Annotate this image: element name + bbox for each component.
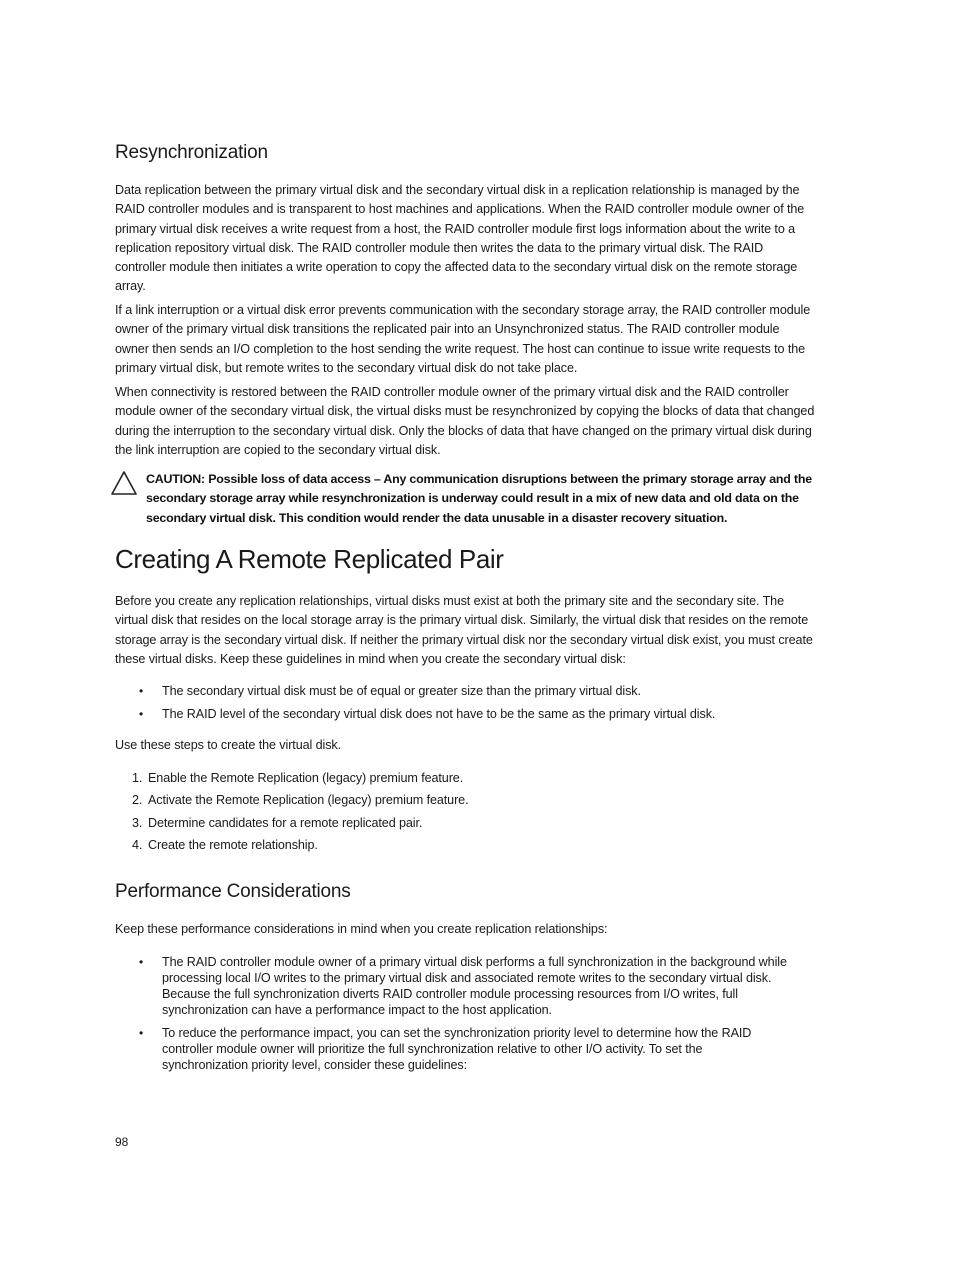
bullet-marker: • (139, 707, 144, 721)
section-heading-creating-remote-replicated-pair: Creating A Remote Replicated Pair (115, 544, 504, 574)
performance-intro: Keep these performance considerations in mind when you create replication relationships: (115, 922, 608, 936)
step-number: 3. (132, 816, 143, 830)
step-text: Activate the Remote Replication (legacy) premium feature. (148, 793, 469, 807)
bullet-marker: • (139, 955, 144, 969)
resync-paragraph-2: If a link interruption or a virtual disk error prevents communication with the secondary storage array, the RAID controller module owner of the primary virtual disk transitions the replicated pair into an Unsynchronized status. The RAID controller module owner then sends an I/O completion to the host sending the write request. The host can continue to issue write requests to the primary virtual disk, but remote writes to the secondary virtual disk do not take place. (115, 303, 811, 375)
bullet-text: The RAID level of the secondary virtual disk does not have to be the same as the primary virtual disk. (162, 707, 716, 721)
bullet-text: To reduce the performance impact, you can set the synchronization priority level to determine how the RAID controller module owner will prioritize the full synchronization relative to other I/O activity. To set the synchronization priority level, consider these guidelines: (162, 1026, 752, 1072)
bullet-marker: • (139, 684, 144, 698)
list-item (132, 792, 812, 808)
caution-note: CAUTION: Possible loss of data access – Any communication disruptions between the primary storage array and the secondary storage array while resynchronization is underway could result in a mix of new data and old data on the secondary virtual disk. This condition would render the data unusable in a disaster recovery situation. (146, 472, 812, 525)
list-item (132, 815, 812, 831)
resync-paragraph-3: When connectivity is restored between the RAID controller module owner of the primary virtual disk and the RAID controller module owner of the secondary virtual disk, the virtual disks must be resynchronized by copying the blocks of data that changed during the interruption to the secondary virtual disk. Only the blocks of data that have changed on the primary virtual disk during the link interruption are copied to the secondary virtual disk. (115, 385, 815, 457)
list-item (132, 770, 812, 786)
step-text: Create the remote relationship. (148, 838, 318, 852)
bullet-text: The secondary virtual disk must be of equal or greater size than the primary virtual disk. (162, 684, 641, 698)
section-heading-resynchronization: Resynchronization (115, 142, 268, 163)
steps-intro: Use these steps to create the virtual disk. (115, 738, 341, 752)
list-item (132, 837, 812, 853)
step-number: 4. (132, 838, 143, 852)
bullet-marker: • (139, 1026, 144, 1040)
step-number: 2. (132, 793, 143, 807)
bullet-text: The RAID controller module owner of a primary virtual disk performs a full synchronization in the background while processing local I/O writes to the primary virtual disk and associated remote writes to the secondary virtual disk. Because the full synchronization diverts RAID controller module processing resources from I/O writes, full synchronization can have a performance impact to the host application. (162, 955, 787, 1017)
step-text: Enable the Remote Replication (legacy) premium feature. (148, 771, 464, 785)
resync-paragraph-1: Data replication between the primary virtual disk and the secondary virtual disk in a replication relationship is managed by the RAID controller modules and is transparent to host machines and applications. When the RAID controller module owner of the primary virtual disk receives a write request from a host, the RAID controller module first logs information about the write to a replication repository virtual disk. The RAID controller module then writes the data to the primary virtual disk. The RAID controller module then initiates a write operation to copy the affected data to the secondary virtual disk on the remote storage array. (115, 183, 805, 294)
page-number: 98 (115, 1135, 129, 1149)
creating-intro-paragraph: Before you create any replication relationships, virtual disks must exist at both the primary site and the secondary site. The virtual disk that resides on the local storage array is the primary virtual disk. Similarly, the virtual disk that resides on the remote storage array is the secondary virtual disk. If neither the primary virtual disk nor the secondary virtual disk exist, you must create these virtual disks. Keep these guidelines in mind when you create the secondary virtual disk: (115, 594, 813, 666)
step-text: Determine candidates for a remote replicated pair. (148, 816, 423, 830)
section-heading-performance-considerations: Performance Considerations (115, 881, 351, 902)
step-number: 1. (132, 771, 143, 785)
caution-triangle-icon (110, 470, 138, 496)
